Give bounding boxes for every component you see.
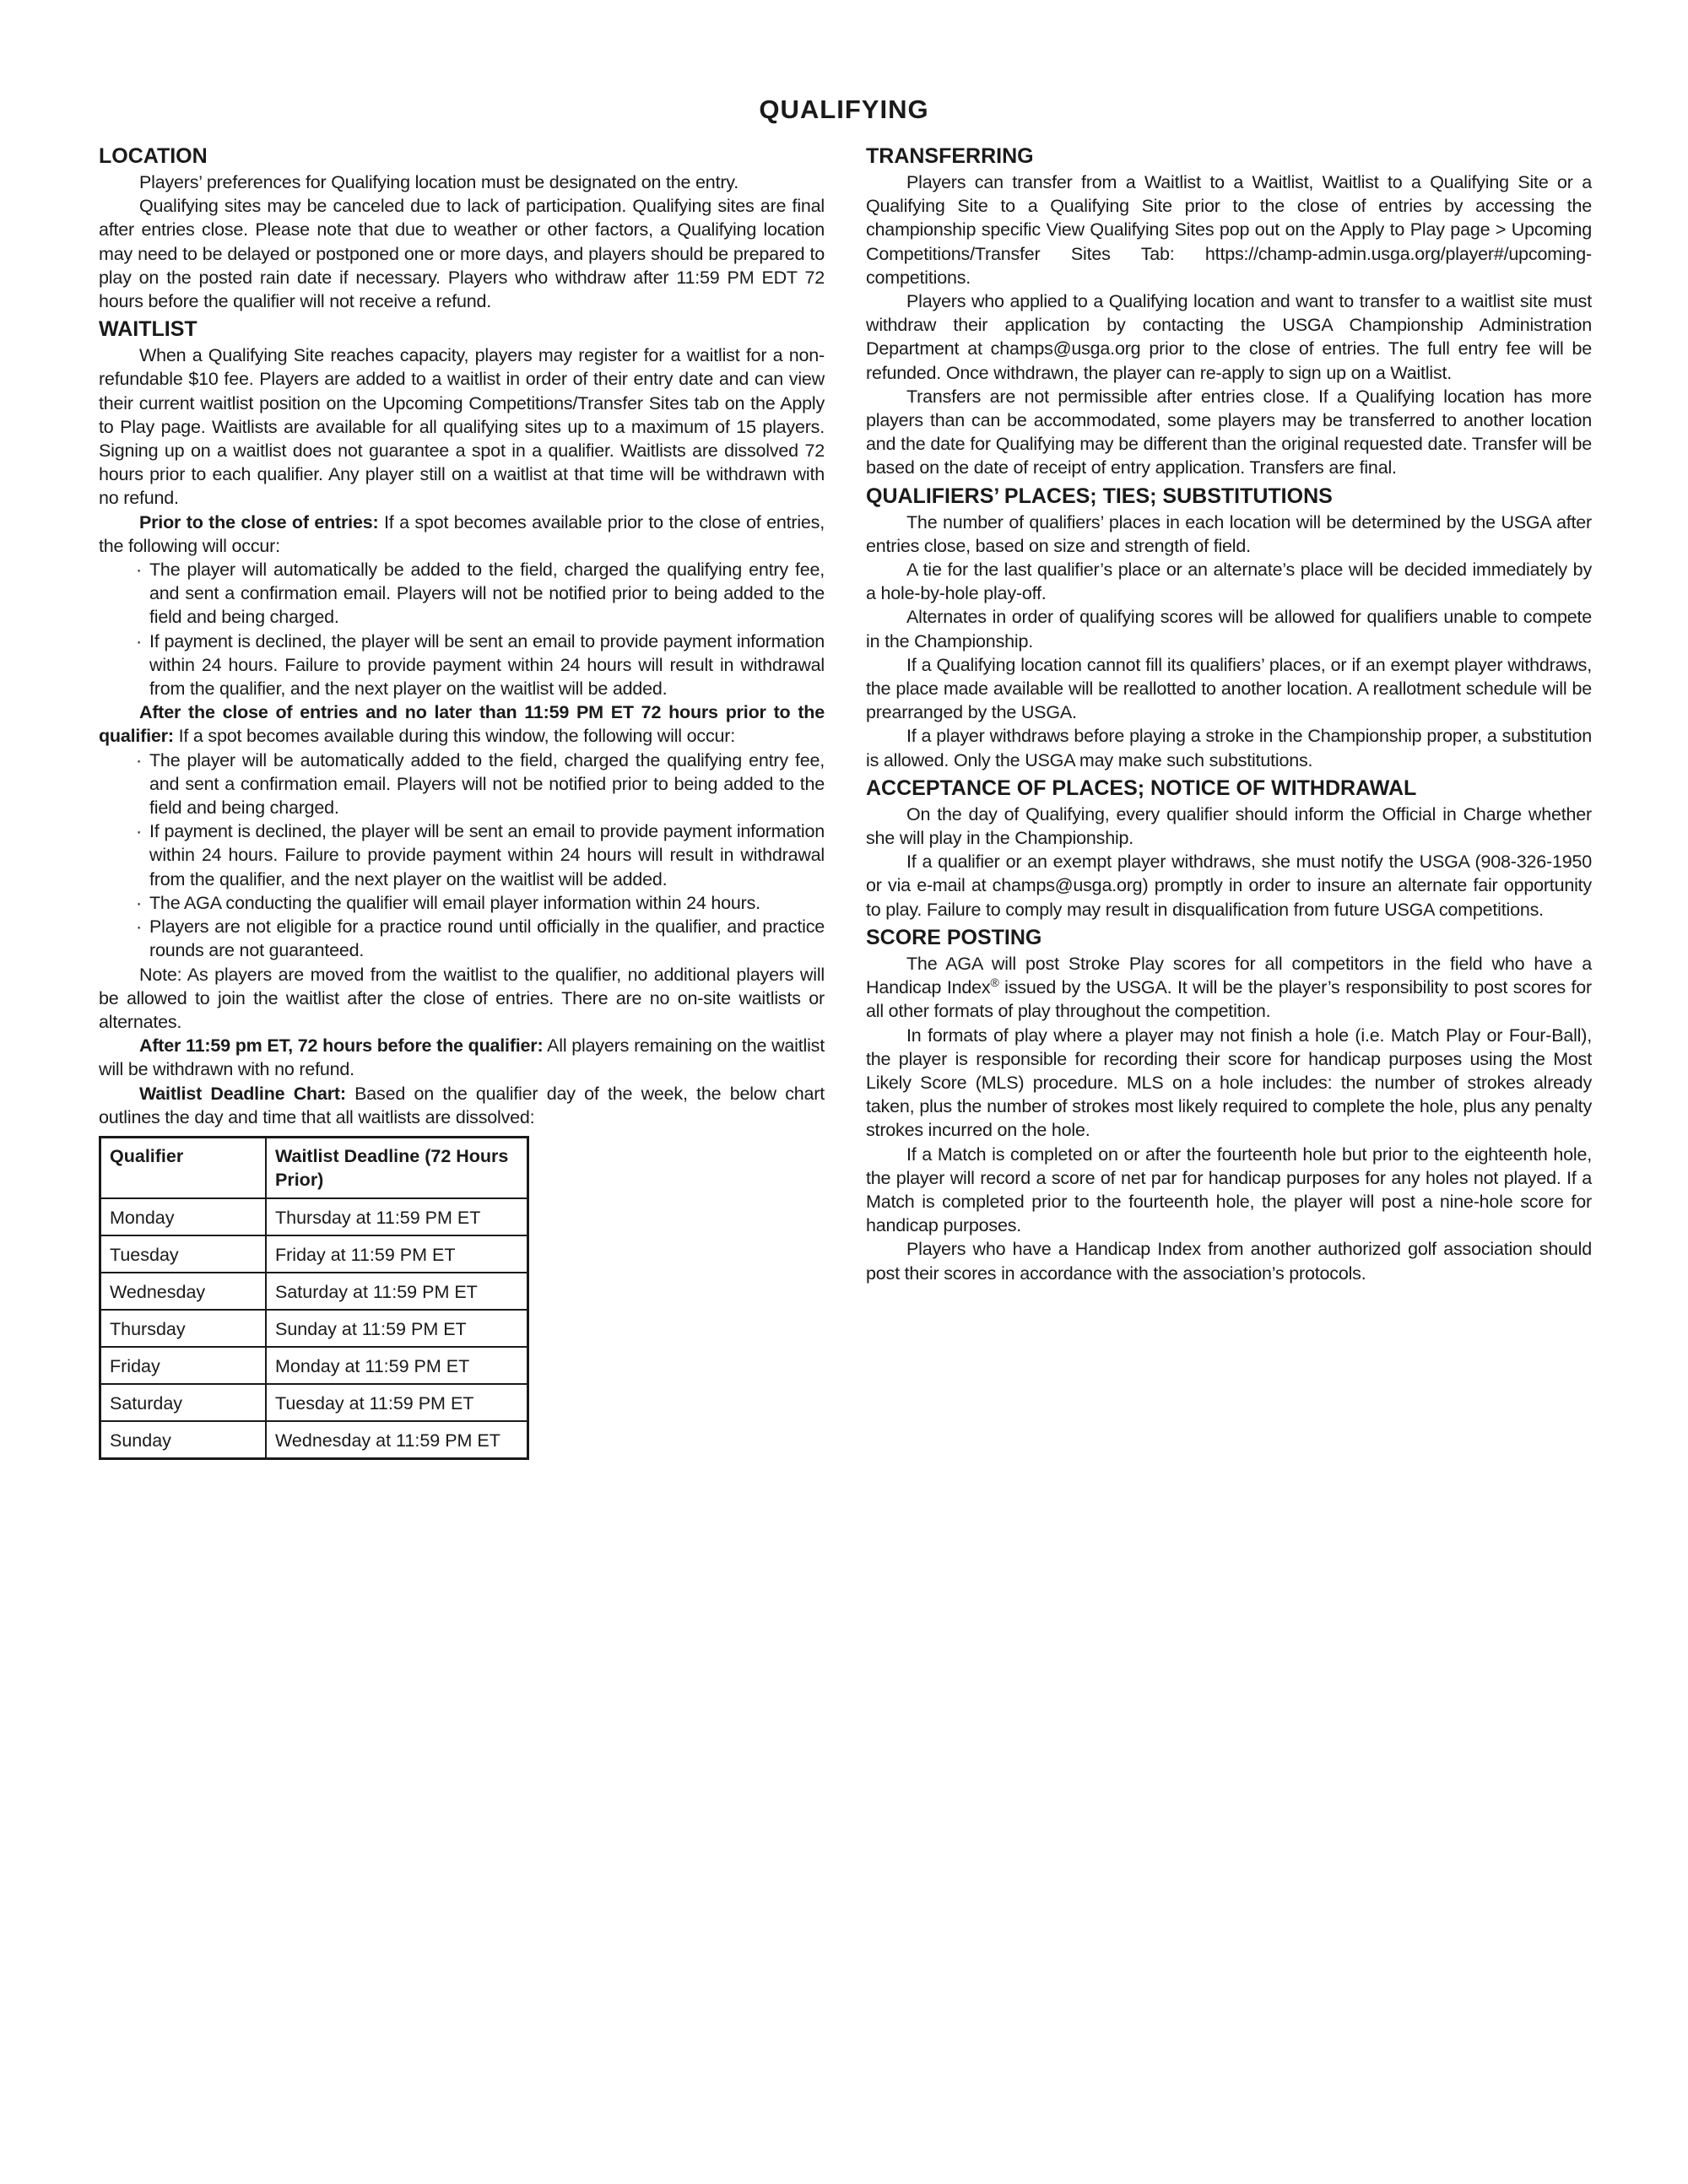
after-close-list (99, 749, 825, 963)
transferring-heading: TRANSFERRING (866, 144, 1034, 168)
transferring-paragraph: Players who applied to a Qualifying location and want to transfer to a waitlist site must withdraw their application by contacting the USGA Championship Administration Department at champs@usga.org prior to the close of entries. The full entry fee will be refunded. Once withdrawn, the player can re-apply to sign up on a Waitlist. (866, 291, 1592, 383)
places-paragraph: The number of qualifiers’ places in each location will be determined by the USGA after entries close, based on size and strength of field. (866, 511, 1592, 556)
table-cell: Wednesday at 11:59 PM ET (266, 1421, 528, 1459)
location-section (99, 143, 825, 313)
score-posting-paragraph: Players who have a Handicap Index from another authorized golf association should post their scores in accordance with the association’s protocols. (866, 1239, 1592, 1284)
table-cell: Wednesday (100, 1273, 267, 1310)
table-row (100, 1273, 528, 1310)
final-deadline-paragraph (99, 1034, 825, 1081)
list-item: · If payment is declined, the player will be sent an email to provide payment information within 24 hours. Failure to provide payment within 24 hours will result in withdrawal from the qualifier, and the next player on the waitlist will be added. (136, 819, 825, 891)
waitlist-note: Note: As players are moved from the waitlist to the qualifier, no additional players will be allowed to join the waitlist after the close of entries. There are no on-site waitlists or alternates. (99, 964, 825, 1032)
list-item: · The AGA conducting the qualifier will email player information within 24 hours. (136, 891, 825, 915)
chart-intro-paragraph (99, 1082, 825, 1129)
table-cell: Saturday at 11:59 PM ET (266, 1273, 528, 1310)
score-posting-paragraph (866, 952, 1592, 1024)
after-close-paragraph (99, 700, 825, 748)
prior-close-lead: Prior to the close of entries: (139, 511, 379, 532)
prior-close-list (99, 558, 825, 700)
score-posting-text: issued by the USGA. It will be the player’s responsibility to post scores for all other formats of play throughout the competition. (866, 977, 1593, 1022)
table-cell: Tuesday (100, 1235, 267, 1273)
table-cell: Sunday at 11:59 PM ET (266, 1310, 528, 1347)
acceptance-section (866, 776, 1592, 922)
chart-intro-text: Based on the qualifier day of the week, the below chart outlines the day and time that all waitlists are dissolved: (99, 1083, 825, 1127)
table-cell: Friday (100, 1347, 267, 1384)
final-deadline-text: All players remaining on the waitlist will be withdrawn with no refund. (99, 1035, 825, 1080)
table-cell: Thursday at 11:59 PM ET (266, 1198, 528, 1235)
table-row (100, 1384, 528, 1421)
places-paragraph: If a player withdraws before playing a stroke in the Championship proper, a substitution is allowed. Only the USGA may make such substitutions. (866, 726, 1592, 770)
waitlist-intro: When a Qualifying Site reaches capacity, players may register for a waitlist for a non-refundable $10 fee. Players are added to a waitlist in order of their entry date and can view their current waitlist position on the Upcoming Competitions/Transfer Sites tab on the Apply to Play page. Waitlists are available for all qualifying sites up to a maximum of 15 players. Signing up on a waitlist does not guarantee a spot in a qualifier. Waitlists are dissolved 72 hours prior to each qualifier. Any player still on a waitlist at that time will be withdrawn with no refund. (99, 345, 825, 509)
places-paragraph: If a Qualifying location cannot fill its qualifiers’ places, or if an exempt player withdraws, the place made available will be reallotted to another location. A reallotment schedule will be prearranged by the USGA. (866, 654, 1592, 723)
table-cell: Friday at 11:59 PM ET (266, 1235, 528, 1273)
score-posting-section (866, 925, 1592, 1285)
prior-close-paragraph (99, 511, 825, 558)
table-row (100, 1235, 528, 1273)
chart-intro-lead: Waitlist Deadline Chart: (139, 1083, 346, 1104)
registered-mark: ® (990, 975, 999, 989)
list-item: · The player will be automatically added to the field, charged the qualifying entry fee, and sent a confirmation email. Players will not be notified prior to being added to the field and being charged. (136, 749, 825, 820)
score-posting-text: The AGA will post Stroke Play scores for all competitors in the field who have a Handicap Index (866, 953, 1592, 998)
page-title: QUALIFYING (759, 95, 929, 124)
waitlist-section (99, 316, 825, 1460)
list-item: · The player will automatically be added to the field, charged the qualifying entry fee, and sent a confirmation email. Players will not be notified prior to being added to the field and being charged. (136, 558, 825, 630)
places-paragraph: A tie for the last qualifier’s place or an alternate’s place will be decided immediately by a hole-by-hole play-off. (866, 560, 1592, 604)
column-header-deadline: Waitlist Deadline (72 Hours Prior) (266, 1137, 528, 1198)
table-cell: Monday at 11:59 PM ET (266, 1347, 528, 1384)
location-paragraph: Players’ preferences for Qualifying location must be designated on the entry. (139, 172, 739, 192)
location-paragraph: Qualifying sites may be canceled due to lack of participation. Qualifying sites are final after entries close. Please note that due to weather or other factors, a Qualifying location may need to be delayed or postponed one or more days, and players should be prepared to play on the posted rain date if necessary. Players who withdraw after 11:59 PM EDT 72 hours before the qualifier will not receive a refund. (99, 196, 825, 312)
right-column (866, 143, 1592, 1289)
score-posting-paragraph: If a Match is completed on or after the fourteenth hole but prior to the eighteenth hole, the player will record a score of net par for handicap purposes for any holes not played. If a Match is completed prior to the fourteenth hole, the player will post a nine-hole score for handicap purposes. (866, 1143, 1592, 1236)
column-header-qualifier: Qualifier (100, 1137, 267, 1198)
score-posting-heading: SCORE POSTING (866, 925, 1042, 949)
places-heading: QUALIFIERS’ PLACES; TIES; SUBSTITUTIONS (866, 484, 1333, 508)
table-row (100, 1310, 528, 1347)
acceptance-paragraph: On the day of Qualifying, every qualifier should inform the Official in Charge whether she will play in the Championship. (866, 803, 1592, 849)
table-row (100, 1421, 528, 1459)
prior-close-text: If a spot becomes available prior to the close of entries, the following will occur: (99, 511, 825, 556)
table-cell: Tuesday at 11:59 PM ET (266, 1384, 528, 1421)
left-column (99, 143, 825, 1463)
list-item: · If payment is declined, the player will be sent an email to provide payment information within 24 hours. Failure to provide payment within 24 hours will result in withdrawal from the qualifier, and the next player on the waitlist will be added. (136, 630, 825, 701)
table-header-row (100, 1137, 528, 1198)
transferring-paragraph: Transfers are not permissible after entries close. If a Qualifying location has more players than can be accommodated, some players may be transferred to another location and the date for Qualifying may be different than the original requested date. Transfer will be based on the date of receipt of entry application. Transfers are final. (866, 386, 1592, 478)
acceptance-paragraph: If a qualifier or an exempt player withdraws, she must notify the USGA (908-326-1950 or via e-mail at champs@usga.org) promptly in order to insure an alternate fair opportunity to play. Failure to comply may result in disqualification from future USGA competitions. (866, 851, 1592, 920)
transferring-section (866, 143, 1592, 480)
after-close-text: If a spot becomes available during this window, the following will occur: (173, 726, 735, 747)
waitlist-deadline-table (99, 1136, 529, 1460)
places-section (866, 484, 1592, 772)
places-paragraph: Alternates in order of qualifying scores will be allowed for qualifiers unable to compete in the Championship. (866, 607, 1592, 651)
table-row (100, 1198, 528, 1235)
table-cell: Saturday (100, 1384, 267, 1421)
after-close-lead: After the close of entries and no later than 11:59 PM ET 72 hours prior to the qualifier: (99, 702, 825, 747)
acceptance-heading: ACCEPTANCE OF PLACES; NOTICE OF WITHDRAWAL (866, 776, 1417, 800)
score-posting-paragraph: In formats of play where a player may not finish a hole (i.e. Match Play or Four-Ball), the player is responsible for recording their score for handicap purposes using the Most Likely Score (MLS) procedure. MLS on a hole includes: the number of strokes already taken, plus the number of strokes most likely required to complete the hole, plus any penalty strokes incurred on the hole. (866, 1024, 1592, 1141)
list-item: · Players are not eligible for a practice round until officially in the qualifier, and practice rounds are not guaranteed. (136, 915, 825, 962)
transferring-paragraph: Players can transfer from a Waitlist to a Waitlist, Waitlist to a Qualifying Site or a Qualifying Site to a Qualifying Site prior to the close of entries by accessing the championship specific View Qualifying Sites pop out on the Apply to Play page > Upcoming Competitions/Transfer Sites Tab: https://champ-admin.usga.org/player#/upcoming-competitions. (866, 172, 1592, 288)
table-cell: Monday (100, 1198, 267, 1235)
final-deadline-lead: After 11:59 pm ET, 72 hours before the qualifier: (139, 1035, 544, 1057)
table-cell: Thursday (100, 1310, 267, 1347)
table-cell: Sunday (100, 1421, 267, 1459)
location-heading: LOCATION (99, 144, 208, 168)
waitlist-heading: WAITLIST (99, 317, 197, 342)
table-row (100, 1347, 528, 1384)
